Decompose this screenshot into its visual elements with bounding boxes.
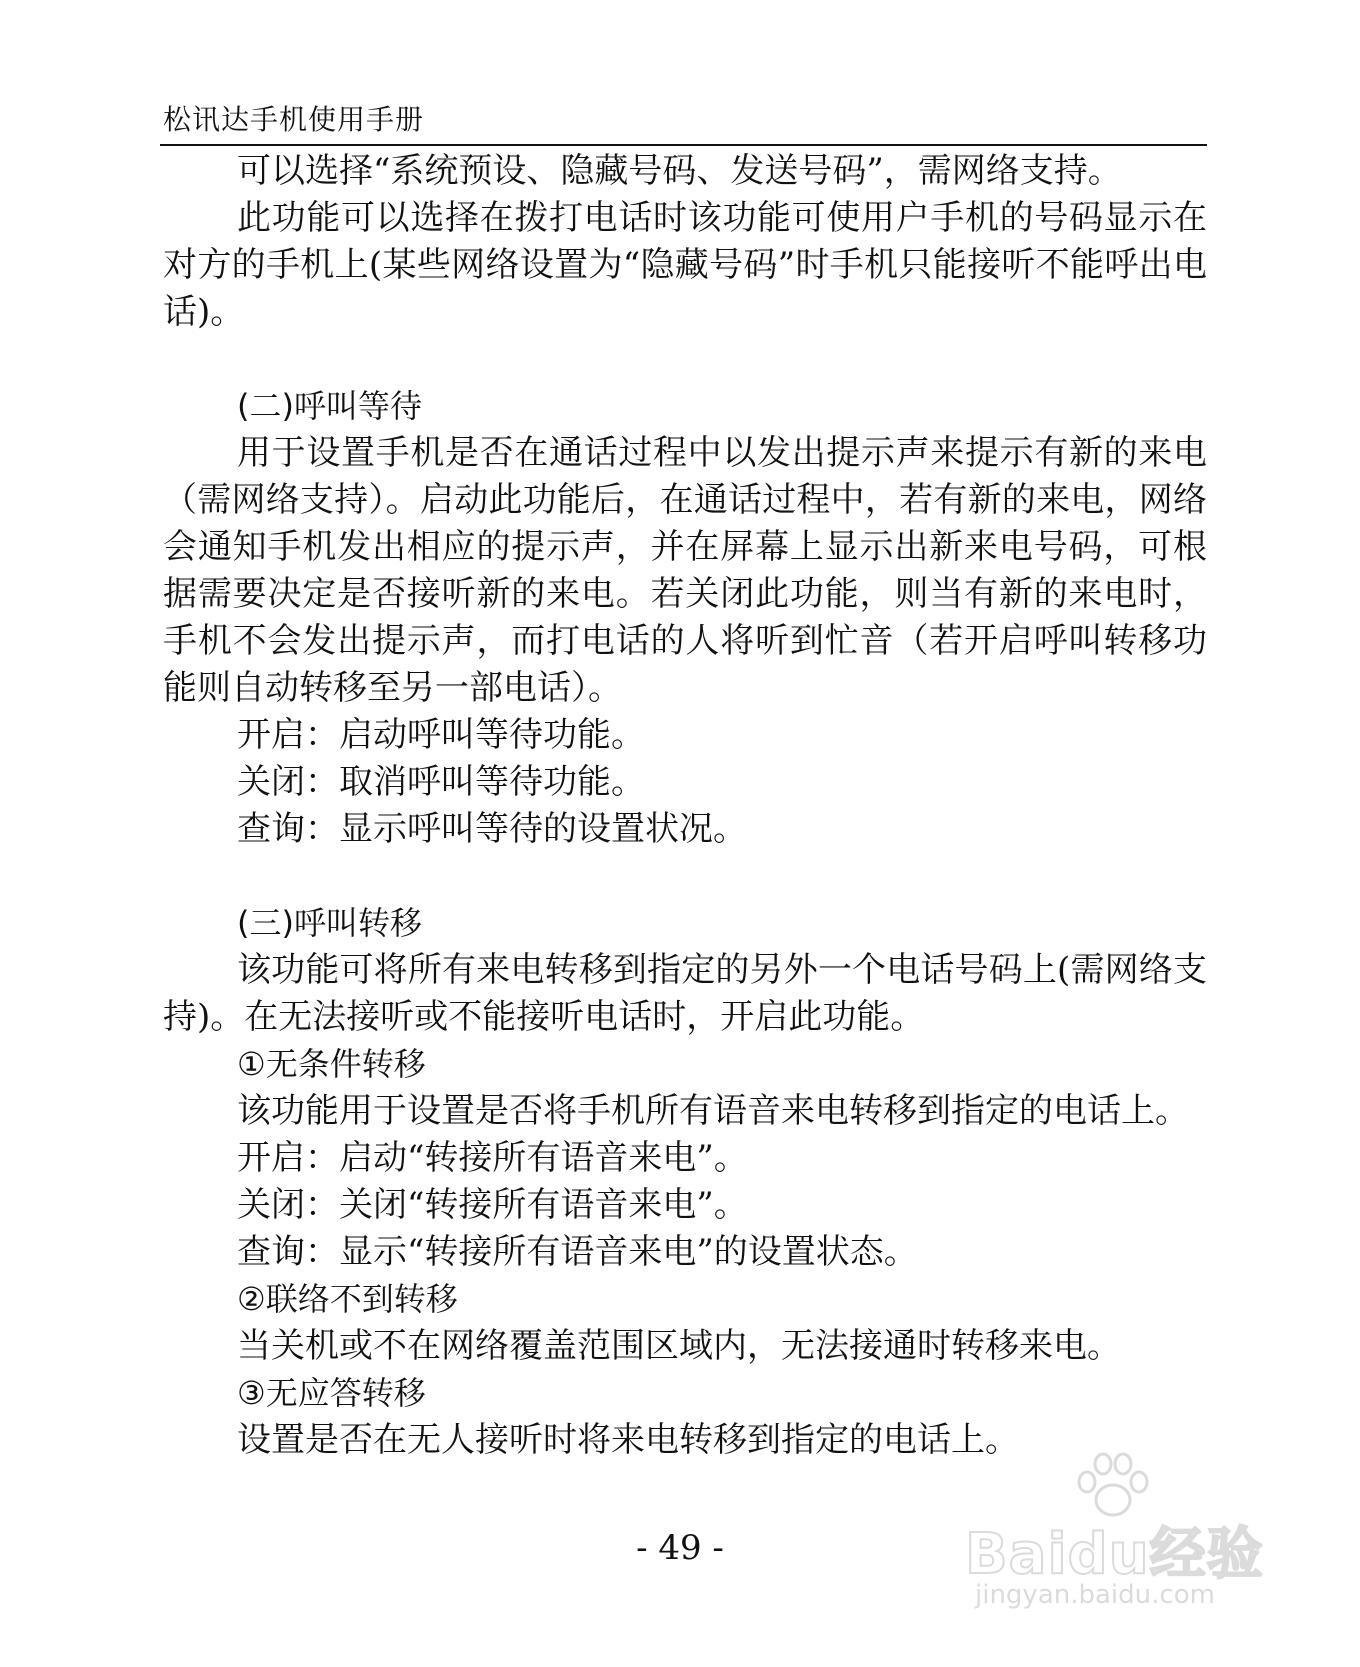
header-rule — [160, 144, 1207, 146]
paragraph-call-forwarding: 该功能可将所有来电转移到指定的另外一个电话号码上(需网络支持)。在无法接听或不能接听电话时，开启此功能。 — [163, 950, 1207, 1037]
option-disable: 关闭：取消呼叫等待功能。 — [237, 762, 645, 802]
running-header: 松讯达手机使用手册 — [163, 103, 425, 136]
page-number: - 49 - — [636, 1528, 724, 1568]
paragraph-call-waiting: 用于设置手机是否在通话过程中以发出提示声来提示有新的来电（需网络支持）。启动此功能后，在通话过程中，若有新的来电，网络会通知手机发出相应的提示声，并在屏幕上显示出新来电号码，可根据需要决定是否接听新的来电。若关闭此功能，则当有新的来电时，手机不会发出提示声，而打电话的人将听到忙音（若开启呼叫转移功能则自动转移至另一部电话）。 — [163, 433, 1207, 708]
spacer — [163, 336, 1207, 383]
watermark-url: jingyan.baidu.com — [975, 1580, 1215, 1610]
option-enable: 开启：启动呼叫等待功能。 — [237, 715, 645, 755]
paragraph-options-intro: 可以选择“系统预设、隐藏号码、发送号码”，需网络支持。 — [237, 151, 1122, 191]
section-title-call-forwarding: (三)呼叫转移 — [237, 904, 422, 942]
paragraph-unconditional: 该功能用于设置是否将手机所有语音来电转移到指定的电话上。 — [237, 1091, 1189, 1131]
paragraph-caller-id: 此功能可以选择在拨打电话时该功能可使用户手机的号码显示在对方的手机上(某些网络设置为“隐藏号码”时手机只能接听不能呼出电话)。 — [163, 198, 1207, 332]
subsection-title-unconditional: ①无条件转移 — [237, 1045, 426, 1083]
watermark-logo-text: Baidu经验 — [965, 1522, 1264, 1587]
option-query: 查询：显示呼叫等待的设置状况。 — [237, 809, 747, 849]
spacer — [163, 853, 1207, 900]
paragraph-unreachable: 当关机或不在网络覆盖范围区域内，无法接通时转移来电。 — [237, 1326, 1121, 1366]
section-title-call-waiting: (二)呼叫等待 — [237, 387, 422, 425]
option-query-forward: 查询：显示“转接所有语音来电”的设置状态。 — [237, 1232, 918, 1272]
paragraph-no-answer: 设置是否在无人接听时将来电转移到指定的电话上。 — [237, 1420, 1019, 1460]
option-enable-forward: 开启：启动“转接所有语音来电”。 — [237, 1138, 748, 1178]
option-disable-forward: 关闭：关闭“转接所有语音来电”。 — [237, 1185, 748, 1225]
subsection-title-unreachable: ②联络不到转移 — [237, 1280, 458, 1318]
baidu-watermark — [965, 1450, 1295, 1620]
page-content — [163, 148, 1207, 1464]
subsection-title-no-answer: ③无应答转移 — [237, 1374, 426, 1412]
